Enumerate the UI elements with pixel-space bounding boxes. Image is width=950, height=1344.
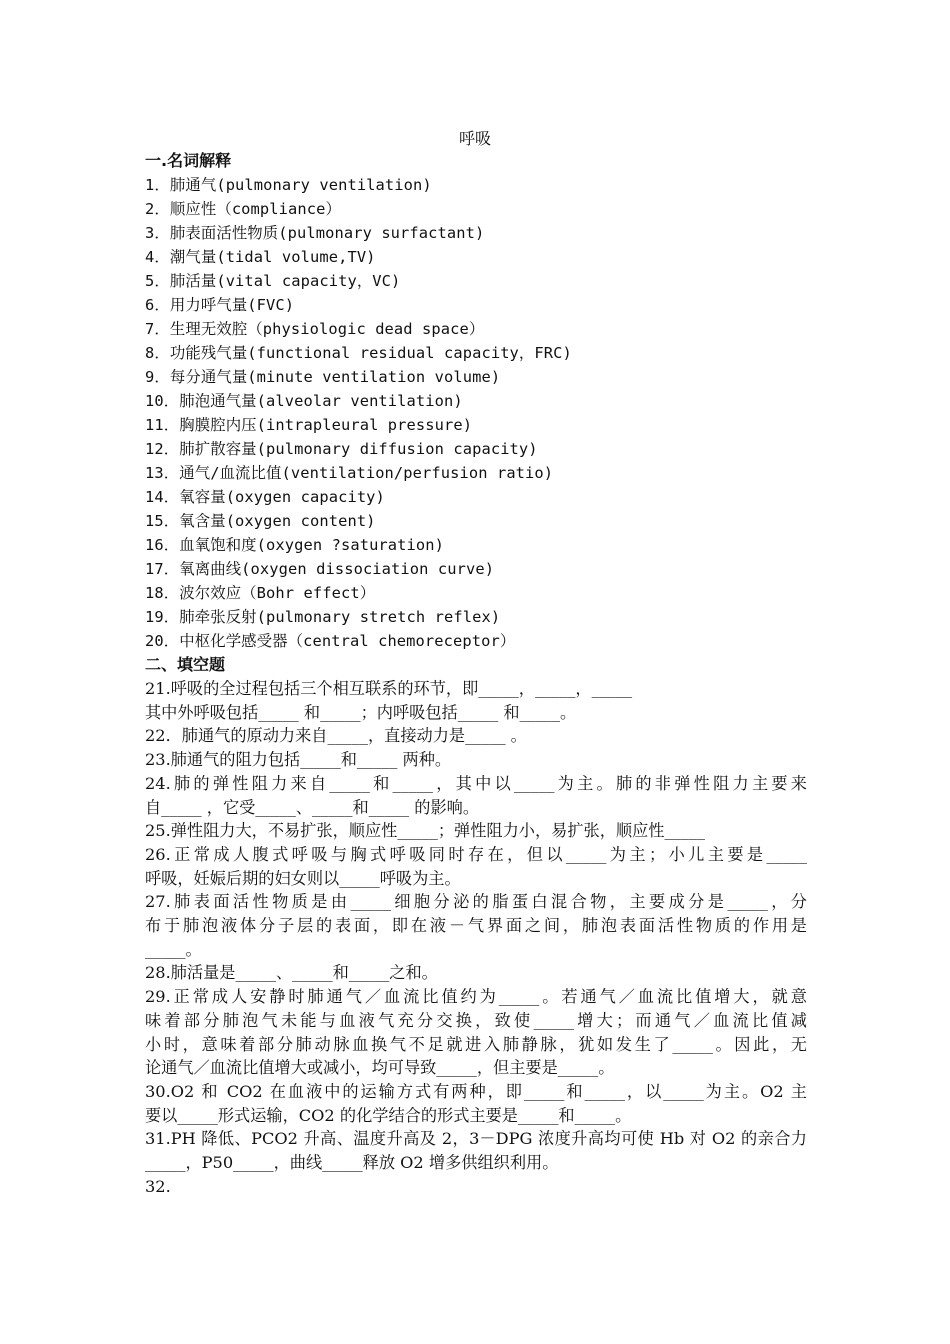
question-27 — [145, 890, 807, 961]
question-26 — [145, 843, 807, 890]
term-item: 6．用力呼气量(FVC) — [145, 296, 295, 314]
question-line: 28.肺活量是_____、_____和_____之和。 — [145, 963, 438, 983]
question-line: 32. — [145, 1176, 171, 1196]
question-22 — [145, 724, 807, 748]
question-line: 呼吸，妊娠后期的妇女则以_____呼吸为主。 — [145, 868, 461, 888]
question-28 — [145, 961, 807, 985]
question-line: _____。 — [145, 939, 202, 959]
question-line: 26.正常成人腹式呼吸与胸式呼吸同时存在，但以_____为主；小儿主要是_____ — [145, 844, 807, 864]
question-line: 布于肺泡液体分子层的表面，即在液－气界面之间，肺泡表面活性物质的作用是 — [145, 916, 807, 936]
term-item: 10．肺泡通气量(alveolar ventilation) — [145, 392, 463, 410]
term-item: 14．氧容量(oxygen capacity) — [145, 488, 385, 506]
question-line: 论通气／血流比值增大或减小，均可导致_____，但主要是_____。 — [145, 1058, 615, 1078]
term-item: 16．血氧饱和度(oxygen ?saturation) — [145, 536, 444, 554]
term-item: 3．肺表面活性物质(pulmonary surfactant) — [145, 224, 485, 242]
term-item: 7．生理无效腔（physiologic dead space） — [145, 320, 485, 338]
term-item: 8．功能残气量(functional residual capacity，FRC) — [145, 344, 572, 362]
question-32 — [145, 1175, 807, 1199]
question-line: _____，P50_____，曲线_____释放 O2 增多供组织利用。 — [145, 1153, 559, 1173]
question-line: 小时，意味着部分肺动脉血换气不足就进入肺静脉，犹如发生了_____。因此，无 — [145, 1034, 807, 1054]
question-line: 30.O2 和 CO2 在血液中的运输方式有两种，即_____和_____，以_____为主。O2 主 — [145, 1081, 807, 1101]
question-23 — [145, 748, 807, 772]
question-24 — [145, 772, 807, 819]
question-line: 其中外呼吸包括_____ 和_____；内呼吸包括_____ 和_____。 — [145, 702, 577, 722]
term-item: 5．肺活量(vital capacity，VC) — [145, 272, 401, 290]
question-21 — [145, 677, 807, 724]
question-31 — [145, 1127, 807, 1174]
term-item: 20．中枢化学感受器（central chemoreceptor） — [145, 632, 516, 650]
term-item: 2．顺应性（compliance） — [145, 200, 341, 218]
term-item: 4．潮气量(tidal volume,TV) — [145, 248, 376, 266]
question-line: 要以_____形式运输，CO2 的化学结合的形式主要是_____和_____。 — [145, 1105, 632, 1125]
term-item: 13．通气/血流比值(ventilation/perfusion ratio) — [145, 464, 554, 482]
section-heading-terms: 一.名词解释 — [145, 151, 232, 170]
question-line: 味着部分肺泡气未能与血液气充分交换，致使_____增大；而通气／血流比值减 — [145, 1010, 807, 1030]
question-30 — [145, 1080, 807, 1127]
term-item: 11．胸膜腔内压(intrapleural pressure) — [145, 416, 473, 434]
question-line: 31.PH 降低、PCO2 升高、温度升高及 2，3－DPG 浓度升高均可使 Hb 对 O2 的亲合力 — [145, 1129, 807, 1149]
question-line: 24.肺的弹性阻力来自_____和_____，其中以_____为主。肺的非弹性阻力主要来 — [145, 773, 807, 793]
question-line: 23.肺通气的阻力包括_____和_____ 两种。 — [145, 750, 452, 770]
term-item: 18．波尔效应（Bohr effect） — [145, 584, 376, 602]
term-list — [145, 173, 807, 653]
term-item: 9．每分通气量(minute ventilation volume) — [145, 368, 501, 386]
term-item: 15．氧含量(oxygen content) — [145, 512, 376, 530]
question-29 — [145, 985, 807, 1080]
question-line: 27.肺表面活性物质是由_____细胞分泌的脂蛋白混合物，主要成分是_____，分 — [145, 892, 807, 912]
term-item: 19．肺牵张反射(pulmonary stretch reflex) — [145, 608, 501, 626]
question-line: 21.呼吸的全过程包括三个相互联系的环节，即_____，_____，_____ — [145, 679, 633, 698]
page-title: 呼吸 — [458, 129, 491, 148]
term-item: 1．肺通气(pulmonary ventilation) — [145, 176, 432, 194]
document-body — [145, 149, 807, 1198]
question-line: 29.正常成人安静时肺通气／血流比值约为_____。若通气／血流比值增大，就意 — [145, 987, 807, 1007]
question-line: 自_____ ，它受_____、_____和_____ 的影响。 — [145, 797, 480, 817]
question-25 — [145, 819, 807, 843]
question-line: 25.弹性阻力大，不易扩张，顺应性_____；弹性阻力小，易扩张，顺应性_____ — [145, 821, 705, 841]
term-item: 12．肺扩散容量(pulmonary diffusion capacity) — [145, 440, 538, 458]
term-item: 17．氧离曲线(oxygen dissociation curve) — [145, 560, 495, 578]
section-heading-fill-blank: 二、填空题 — [145, 655, 226, 674]
question-line: 22．肺通气的原动力来自_____，直接动力是_____ 。 — [145, 726, 527, 746]
